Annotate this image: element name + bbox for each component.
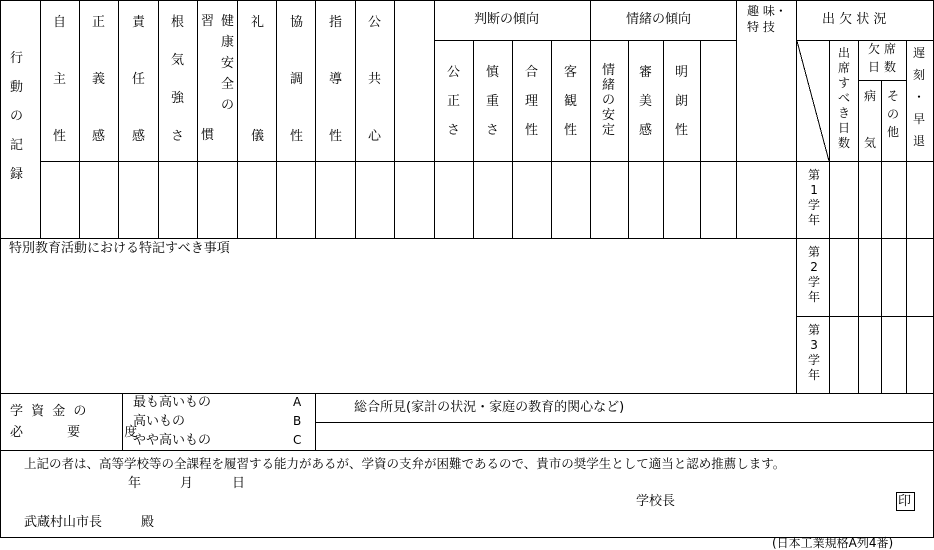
- label-char: 2: [810, 260, 818, 274]
- label-char: の: [602, 93, 616, 108]
- label-char: 合: [525, 65, 539, 80]
- need-grade-b: B: [293, 414, 302, 428]
- label-char: 観: [564, 94, 578, 109]
- need-label-line2: [10, 425, 158, 440]
- col-sick: [864, 90, 876, 149]
- label-char: 学: [808, 275, 821, 289]
- label-char: 義: [92, 72, 106, 87]
- label-char: 年: [808, 368, 821, 382]
- label-char: 数: [884, 60, 897, 74]
- year-2-label: [808, 246, 820, 303]
- label-char: 礼: [251, 15, 265, 30]
- label-char: 気: [864, 136, 877, 150]
- col-kyakkansei: [564, 66, 577, 137]
- col-kokyoshin: [368, 16, 381, 143]
- jis-note: (日本工業規格A列4番): [772, 536, 894, 550]
- label-char: 性: [564, 123, 578, 138]
- behavior-section-title: [10, 52, 23, 197]
- label-char: 定: [602, 123, 616, 138]
- label-char: 健: [221, 14, 235, 29]
- label-char: 日: [868, 60, 881, 74]
- label-char: 朗: [675, 94, 689, 109]
- overall-label: 総合所見(家計の状況・家庭の教育的関心など): [354, 400, 625, 415]
- principal-label: 学校長: [636, 494, 676, 509]
- label-char: 任: [132, 72, 146, 87]
- label-char: 性: [53, 129, 67, 144]
- label-char: 録: [10, 167, 24, 182]
- label-char: 安: [602, 108, 616, 123]
- col-meirosei: [675, 66, 688, 137]
- label-char: 年: [808, 290, 821, 304]
- col-kenko-anzen-a: [221, 15, 234, 112]
- label-char: 他: [887, 125, 900, 139]
- label-char: 行: [10, 51, 24, 66]
- label-char: 心: [368, 129, 382, 144]
- date-line: 年 月 日: [128, 476, 246, 491]
- seal-mark: 印: [898, 494, 912, 509]
- special-activities-label: 特別教育活動における特記すべき事項: [9, 241, 230, 256]
- label-char: 明: [675, 65, 689, 80]
- label-char: 導: [329, 72, 343, 87]
- label-char: 理: [525, 94, 539, 109]
- label-char: 日: [838, 121, 851, 135]
- label-char: 記: [10, 138, 24, 153]
- col-koseisa: [447, 66, 460, 137]
- col-shidosei: [329, 16, 342, 143]
- label-char: 遅: [913, 46, 926, 60]
- year-1-label: [808, 169, 820, 226]
- label-char: 第: [808, 245, 821, 259]
- hobby-header-2: 特 技: [747, 20, 775, 34]
- label-char: 主: [53, 72, 67, 87]
- label-char: 刻: [913, 68, 926, 82]
- label-char: 安: [221, 56, 235, 71]
- label-char: 習: [201, 14, 215, 29]
- label-char: 気: [171, 53, 185, 68]
- label-char: 共: [368, 72, 382, 87]
- col-shinchosa: [486, 66, 499, 137]
- label-char: 客: [564, 65, 578, 80]
- col-late-early: [913, 47, 925, 147]
- label-char: 正: [447, 94, 461, 109]
- need-grade-a: A: [293, 395, 302, 409]
- label-char: 根: [171, 15, 185, 30]
- label-char: 重: [486, 94, 500, 109]
- label-char: 正: [92, 15, 106, 30]
- label-char: 儀: [251, 129, 265, 144]
- label-char: き: [838, 106, 851, 120]
- label-char: の: [887, 107, 900, 121]
- label-char: さ: [447, 123, 461, 138]
- label-char: 学: [808, 353, 821, 367]
- col-shibikan: [639, 66, 652, 137]
- label-char: 康: [221, 35, 235, 50]
- col-days-required: [838, 47, 850, 149]
- label-char: べ: [838, 91, 851, 105]
- label-char: の: [10, 109, 24, 124]
- addressee: 武蔵村山市長 殿: [24, 515, 155, 530]
- label-char: 動: [10, 80, 24, 95]
- need-option-c: やや高いもの: [133, 433, 212, 448]
- label-char: 数: [838, 136, 851, 150]
- need-option-a: 最も高いもの: [133, 395, 212, 410]
- label-char: 性: [290, 129, 304, 144]
- label-char: 調: [290, 72, 304, 87]
- label-char: 欠: [868, 42, 881, 56]
- label-char: す: [838, 76, 851, 90]
- label-char: 性: [329, 129, 343, 144]
- col-seigikan: [92, 16, 105, 143]
- label-char: 第: [808, 323, 821, 337]
- label-char: ・: [913, 90, 926, 104]
- col-reigi: [251, 16, 264, 143]
- label-char: 責: [132, 15, 146, 30]
- label-char: 感: [132, 129, 146, 144]
- label-char: 早: [913, 112, 926, 126]
- label-char: 情: [602, 63, 616, 78]
- label-char: 強: [171, 91, 185, 106]
- col-jocho-antei: [602, 64, 615, 137]
- need-grade-c: C: [293, 433, 302, 447]
- label-char: 病: [864, 89, 877, 103]
- col-kyochosei: [290, 16, 303, 143]
- label-char: そ: [887, 89, 900, 103]
- label-char: 感: [92, 129, 106, 144]
- label-char: 指: [329, 15, 343, 30]
- absence-header-bottom: [868, 61, 896, 73]
- need-option-b: 高いもの: [133, 414, 186, 429]
- label-char: 慣: [201, 128, 215, 143]
- col-jishusei: [53, 16, 66, 143]
- absence-header-top: [868, 43, 896, 55]
- label-char: 緒: [602, 78, 616, 93]
- year-3-label: [808, 324, 820, 381]
- attendance-header: 出 欠 状 況: [822, 12, 887, 27]
- label-char: さ: [171, 129, 185, 144]
- col-kenko-anzen-b: [201, 15, 214, 142]
- label-char: 審: [639, 65, 653, 80]
- label-char: 性: [675, 123, 689, 138]
- recommendation-statement: 上記の者は、高等学校等の全課程を履習する能力があるが、学資の支弁が困難であるので、貴市の奨学生として適当と認め推薦します。: [24, 456, 786, 471]
- label-char: 性: [525, 123, 539, 138]
- label-char: 協: [290, 15, 304, 30]
- label-char: 慎: [486, 65, 500, 80]
- label-char: 全: [221, 77, 235, 92]
- col-gorisei: [525, 66, 538, 137]
- label-char: 席: [838, 61, 851, 75]
- label-char: 美: [639, 94, 653, 109]
- col-other: [887, 90, 899, 138]
- label-char: の: [221, 98, 235, 113]
- label-char: 公: [447, 65, 461, 80]
- label-char: 感: [639, 123, 653, 138]
- label-char: 必 要 度: [10, 425, 158, 440]
- label-char: 年: [808, 213, 821, 227]
- judgment-header: 判断の傾向: [474, 12, 540, 27]
- label-char: 席: [884, 42, 897, 56]
- col-konkizuyosa: [171, 16, 184, 143]
- label-char: 出: [838, 46, 851, 60]
- label-char: 公: [368, 15, 382, 30]
- hobby-header-1: 趣 味・: [747, 4, 787, 18]
- emotion-header: 情緒の傾向: [626, 12, 692, 27]
- label-char: 退: [913, 134, 926, 148]
- label-char: 第: [808, 168, 821, 182]
- label-char: 自: [53, 15, 67, 30]
- label-char: 学: [808, 198, 821, 212]
- label-char: 3: [810, 338, 818, 352]
- label-char: さ: [486, 123, 500, 138]
- need-label-line1: 学 資 金 の: [10, 404, 89, 419]
- col-sekininkan: [132, 16, 145, 143]
- label-char: 1: [810, 183, 818, 197]
